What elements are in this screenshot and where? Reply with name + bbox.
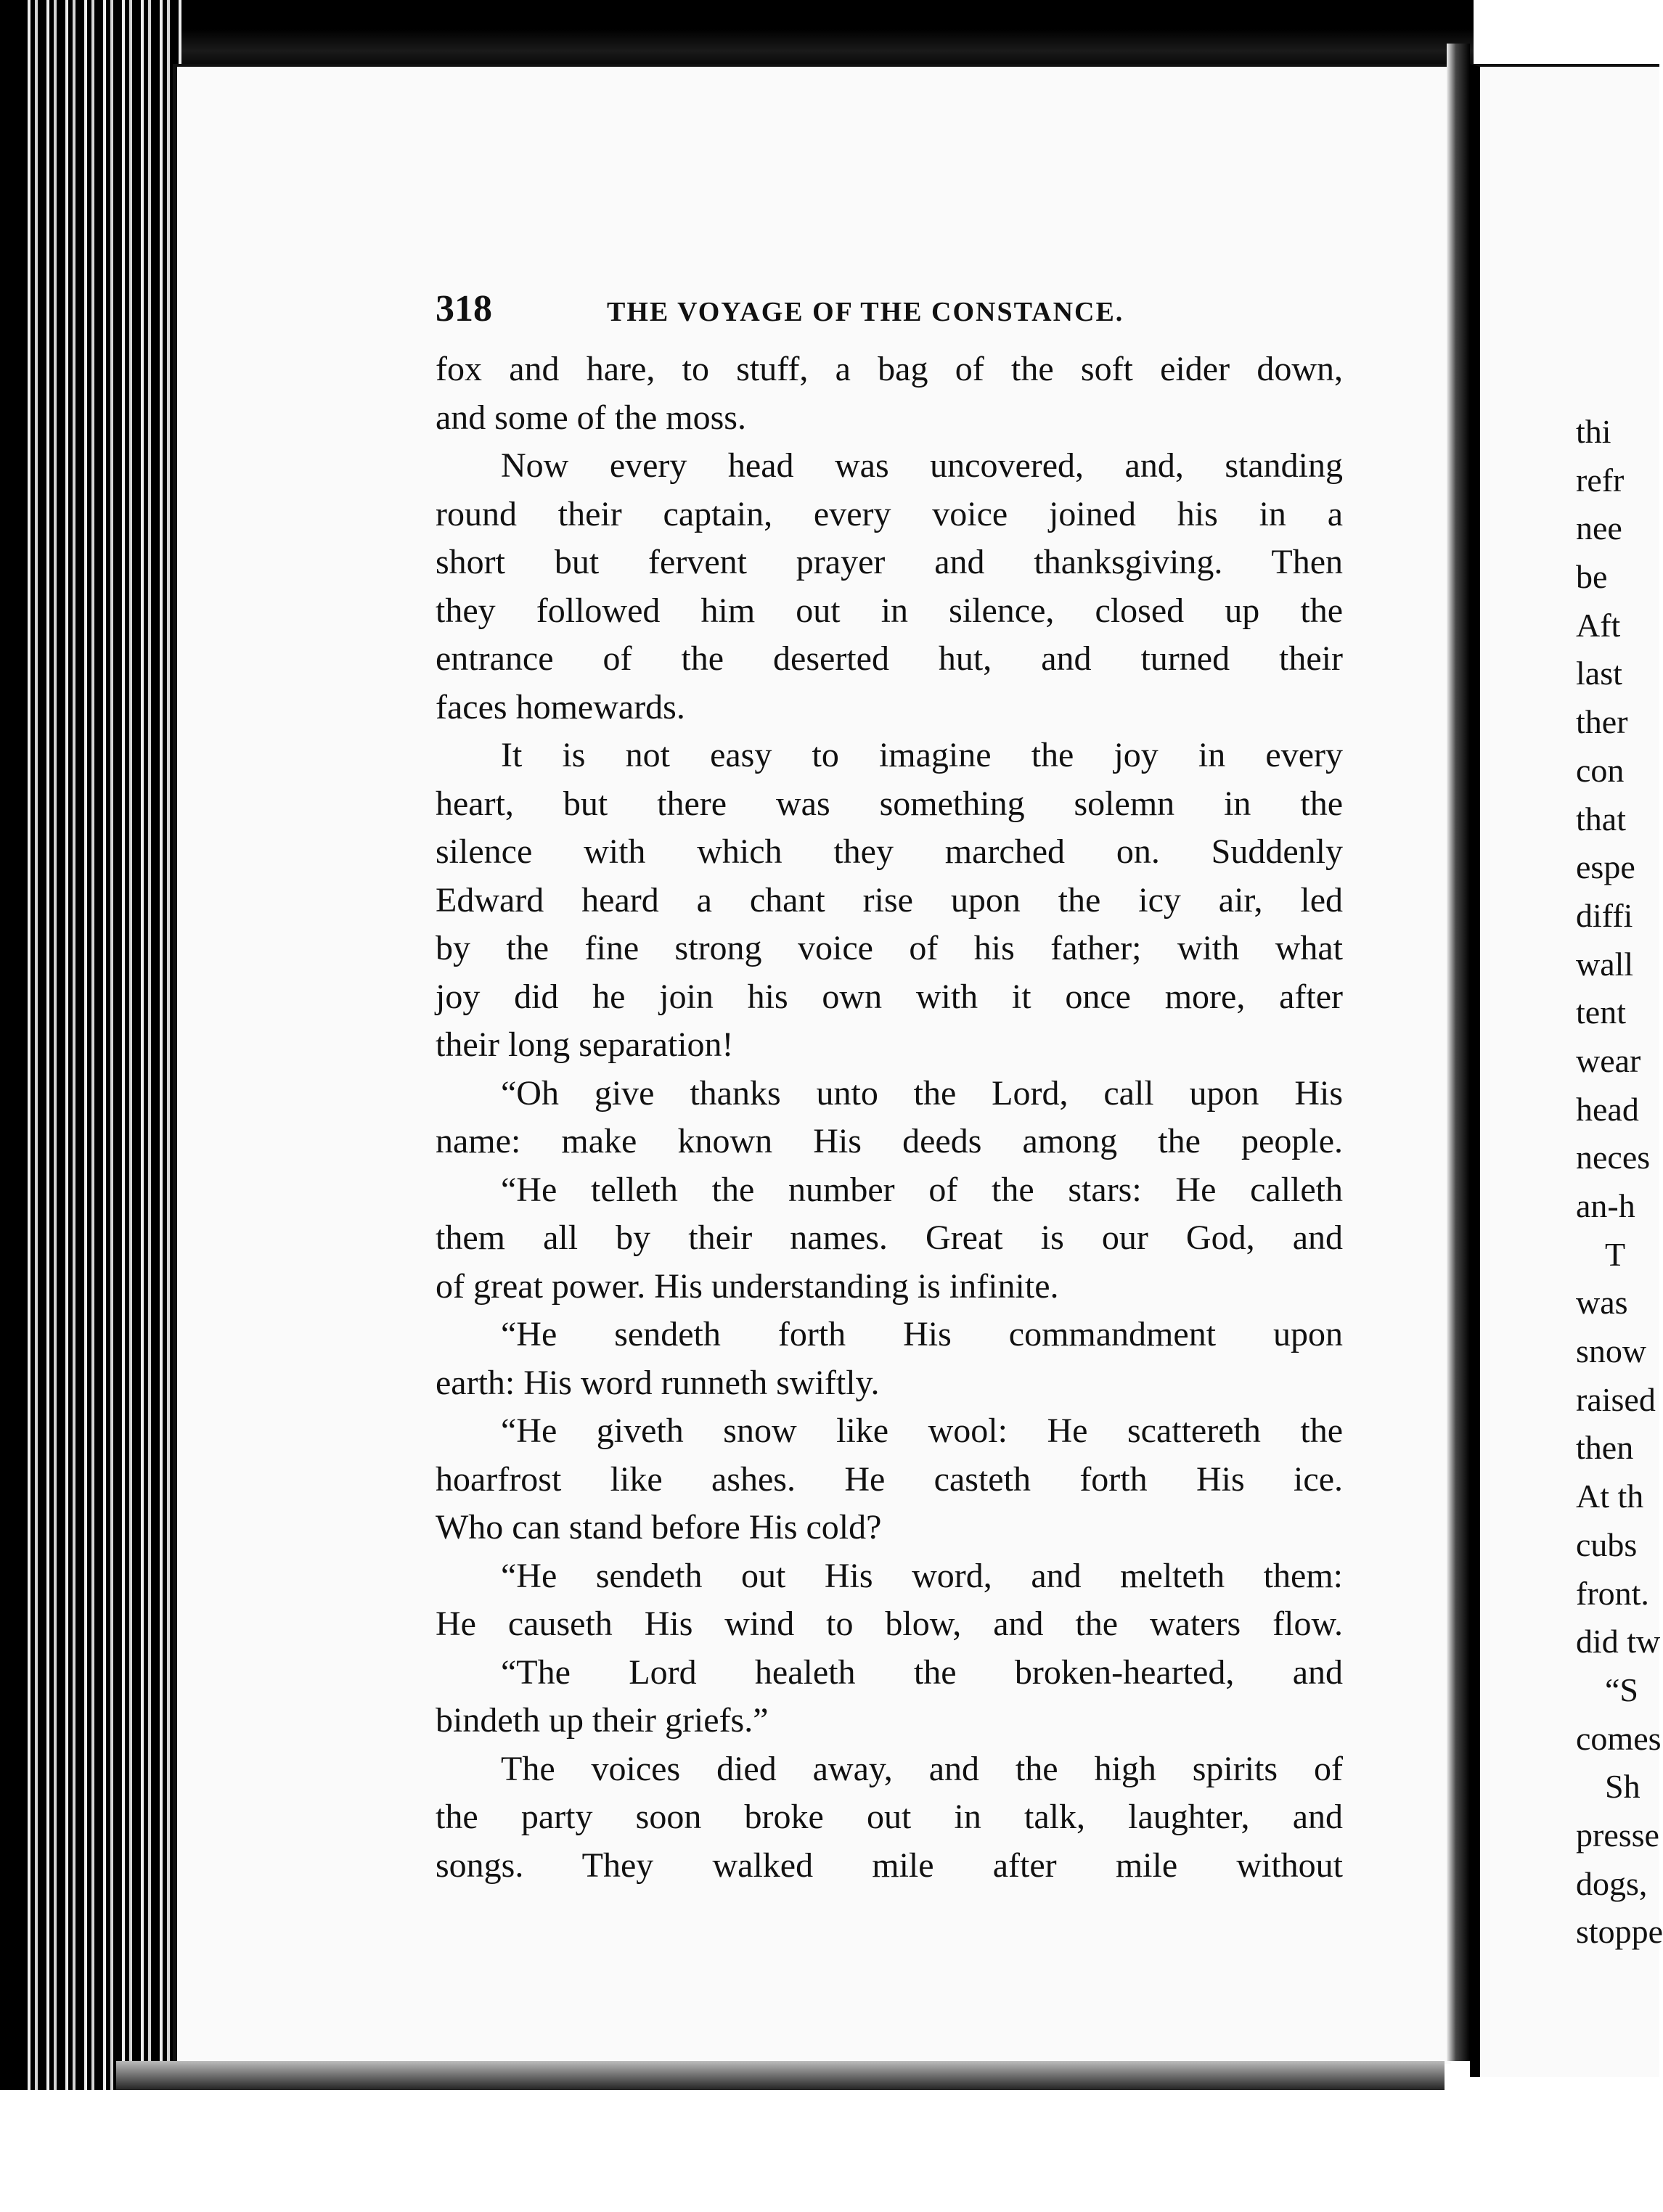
right-page-text (1576, 408, 1663, 1957)
right-line: front. (1576, 1574, 1649, 1612)
text-line: earth: His word runneth swiftly. (436, 1363, 880, 1402)
right-line: an-h (1576, 1187, 1635, 1224)
text-line: faces homewards. (436, 687, 685, 726)
book-cover-edge (0, 0, 22, 2090)
text-line: heart, but there was something solemn in the (436, 784, 1343, 823)
right-line: wall (1576, 945, 1634, 983)
right-line: neces (1576, 1139, 1651, 1176)
body-text (436, 345, 1343, 1890)
right-line: cubs (1576, 1525, 1638, 1563)
right-line: wear (1576, 1041, 1641, 1079)
text-line: “He telleth the number of the stars: He calleth (501, 1170, 1343, 1209)
text-line: name: make known His deeds among the people. (436, 1122, 1343, 1160)
right-line: ther (1576, 703, 1628, 741)
text-line: entrance of the deserted hut, and turned their (436, 639, 1343, 678)
right-line: snow (1576, 1332, 1647, 1370)
text-line: It is not easy to imagine the joy in every (501, 736, 1343, 774)
book-page-edges (0, 0, 181, 2090)
text-line: He causeth His wind to blow, and the waters flow. (436, 1605, 1343, 1643)
text-line: “He sendeth forth His commandment upon (501, 1315, 1343, 1353)
text-line: and some of the moss. (436, 398, 746, 437)
text-line: of great power. His understanding is infinite. (436, 1266, 1059, 1306)
right-line: did tw (1576, 1623, 1661, 1660)
right-line: be (1576, 558, 1608, 596)
text-line: them all by their names. Great is our God, and (436, 1218, 1343, 1257)
right-line: con (1576, 751, 1625, 789)
text-line: short but fervent prayer and thanksgiving. Then (436, 543, 1343, 581)
right-line: raised (1576, 1380, 1656, 1418)
book-top-edge (0, 0, 1474, 73)
right-line: head (1576, 1090, 1639, 1128)
text-line: silence with which they marched on. Suddenly (436, 832, 1343, 871)
right-line: tent (1576, 994, 1626, 1031)
text-line: the party soon broke out in talk, laughter, and (436, 1798, 1343, 1836)
right-line: refr (1576, 461, 1625, 499)
running-title: THE VOYAGE OF THE CONSTANCE. (607, 297, 1124, 327)
right-line: espe (1576, 848, 1635, 886)
right-line: presse (1576, 1816, 1659, 1853)
text-line: “Oh give thanks unto the Lord, call upon His (501, 1073, 1343, 1113)
book-bottom-shadow (116, 2061, 1445, 2090)
right-line: “S (1605, 1671, 1638, 1708)
text-line: their long separation! (436, 1025, 734, 1064)
right-page (1470, 64, 1663, 2077)
text-line: The voices died away, and the high spirits of (501, 1749, 1343, 1788)
scan-bottom-margin (0, 2090, 1649, 2212)
text-line: “He giveth snow like wool: He scattereth the (501, 1412, 1343, 1450)
right-line: that (1576, 800, 1626, 837)
right-line: dogs, (1576, 1864, 1648, 1902)
text-line: bindeth up their griefs.” (436, 1701, 769, 1740)
right-line: Sh (1605, 1768, 1640, 1806)
right-line: T (1605, 1235, 1626, 1273)
page-number: 318 (436, 288, 492, 329)
text-line: round their captain, every voice joined his in a (436, 494, 1343, 533)
book-gutter (1447, 44, 1470, 2061)
right-line: last (1576, 655, 1622, 692)
text-line: fox and hare, to stuff, a bag of the soft eider down, (436, 350, 1343, 388)
text-line: “The Lord healeth the broken-hearted, and (501, 1652, 1343, 1692)
right-line: was (1576, 1284, 1628, 1322)
right-line: Aft (1576, 606, 1621, 644)
text-line: they followed him out in silence, closed up the (436, 591, 1343, 630)
text-line: Edward heard a chant rise upon the icy air, led (436, 880, 1343, 919)
right-line: At th (1576, 1478, 1644, 1515)
text-line: joy did he join his own with it once more, after (436, 977, 1343, 1016)
running-header (436, 287, 1365, 331)
text-line: “He sendeth out His word, and melteth them: (501, 1556, 1343, 1595)
text-line: hoarfrost like ashes. He casteth forth His ice. (436, 1459, 1343, 1499)
right-line: nee (1576, 509, 1622, 547)
text-line: Who can stand before His cold? (436, 1508, 882, 1547)
text-line: Now every head was uncovered, and, standing (501, 446, 1343, 485)
right-line: thi (1576, 413, 1611, 450)
text-line: by the fine strong voice of his father; with what (436, 929, 1343, 967)
right-line: then (1576, 1429, 1634, 1467)
text-line: songs. They walked mile after mile without (436, 1846, 1343, 1885)
right-line: diffi (1576, 896, 1633, 934)
right-line: stoppe (1576, 1913, 1663, 1951)
right-line: comes (1576, 1719, 1662, 1757)
